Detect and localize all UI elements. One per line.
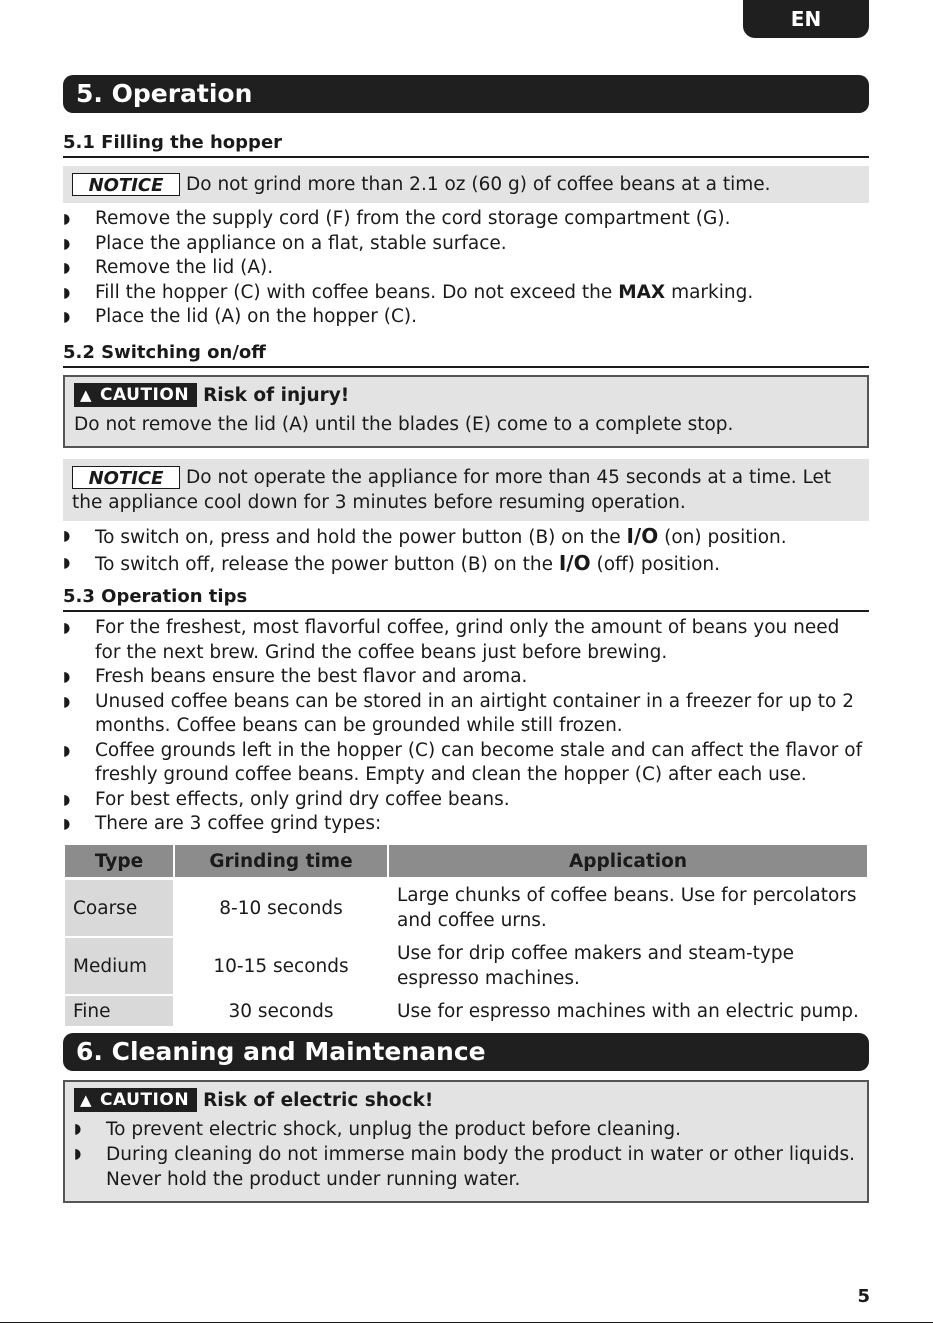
list-item: ◗ Place the appliance on a flat, stable surface.	[63, 232, 869, 257]
switching-steps-list	[63, 524, 869, 577]
caution-tag: ▲ CAUTION	[74, 383, 197, 407]
notice-tag: NOTICE	[72, 466, 180, 489]
table-row	[65, 880, 867, 938]
bullet-marker-icon: ◗	[63, 235, 71, 252]
bullet-marker-icon: ◗	[63, 309, 71, 325]
page-bottom-rule	[0, 1322, 933, 1323]
bullet-marker-icon: ◗	[63, 528, 71, 544]
caution-box-electric-shock	[63, 1080, 869, 1203]
caution-tag: ▲ CAUTION	[74, 1088, 197, 1112]
subheading-switching: 5.2 Switching on/off	[63, 342, 869, 368]
page-number: 5	[857, 1286, 870, 1307]
list-item: ◗ Remove the lid (A).	[63, 256, 869, 281]
notice-box-operation-time	[63, 459, 869, 521]
bullet-marker-icon: ◗	[63, 791, 71, 808]
caution-title: Risk of electric shock!	[203, 1090, 434, 1111]
list-item: ◗ During cleaning do not immerse main body the product in water or other liquids. Never hold the product under running water.	[74, 1144, 855, 1190]
table-cell: 10-15 seconds	[175, 938, 387, 996]
table-cell: Fine	[65, 996, 173, 1028]
bullet-marker-icon: ◗	[63, 693, 71, 710]
table-cell: Coarse	[65, 880, 173, 938]
caution-text: Do not remove the lid (A) until the blades (E) come to a complete stop.	[74, 414, 734, 435]
list-item: ◗ To switch on, press and hold the power button (B) on the I/O (on) position.	[63, 524, 787, 548]
subheading-operation-tips: 5.3 Operation tips	[63, 586, 869, 612]
caution-box-injury	[63, 375, 869, 448]
list-item: ◗ Place the lid (A) on the hopper (C).	[63, 305, 869, 330]
power-symbol-icon: I/O	[626, 524, 659, 548]
filling-steps-list	[63, 207, 869, 330]
bullet-marker-icon: ◗	[63, 260, 71, 276]
bullet-marker-icon: ◗	[63, 669, 71, 685]
grind-types-table	[63, 845, 869, 1028]
column-header: Grinding time	[175, 845, 387, 880]
table-cell: Use for drip coffee makers and steam-type espresso machines.	[389, 938, 867, 996]
subheading-filling-hopper: 5.1 Filling the hopper	[63, 132, 869, 158]
table-cell: Large chunks of coffee beans. Use for percolators and coffee urns.	[389, 880, 867, 938]
table-header-row	[65, 845, 867, 880]
bullet-marker-icon: ◗	[63, 284, 71, 301]
table-cell: Use for espresso machines with an electric pump.	[389, 996, 867, 1028]
list-item: ◗ Fresh beans ensure the best flavor and aroma.	[63, 665, 869, 690]
operation-tips-list	[63, 616, 869, 837]
list-item: ◗ For best effects, only grind dry coffee beans.	[63, 788, 869, 813]
list-item: ◗ Unused coffee beans can be stored in an airtight container in a freezer for up to 2 months. Coffee beans can be grounded while still frozen.	[63, 690, 854, 736]
bullet-marker-icon: ◗	[63, 742, 71, 759]
section-title-operation: 5. Operation	[63, 75, 869, 113]
table-cell: 30 seconds	[175, 996, 387, 1028]
notice-tag: NOTICE	[72, 173, 180, 196]
bullet-marker-icon: ◗	[63, 620, 71, 636]
list-item: ◗ Fill the hopper (C) with coffee beans. Do not exceed the MAX marking.	[63, 281, 869, 306]
list-item: ◗ Remove the supply cord (F) from the cord storage compartment (G).	[63, 207, 869, 232]
section-title-cleaning: 6. Cleaning and Maintenance	[63, 1033, 869, 1071]
list-item: ◗ For the freshest, most flavorful coffee, grind only the amount of beans you need for the next brew. Grind the coffee beans just before brewing.	[63, 617, 840, 663]
table-cell: 8-10 seconds	[175, 880, 387, 938]
bullet-marker-icon: ◗	[63, 211, 71, 227]
notice-text: Do not operate the appliance for more than 45 seconds at a time. Let the appliance cool down for 3 minutes before resuming operation.	[72, 467, 832, 513]
list-item: ◗ To switch off, release the power button (B) on the I/O (off) position.	[63, 550, 721, 575]
bullet-marker-icon: ◗	[63, 816, 71, 832]
notice-box-grind-limit	[63, 166, 869, 203]
max-marking-label: MAX	[618, 281, 666, 303]
cleaning-warnings-list	[74, 1117, 858, 1192]
table-row	[65, 938, 867, 996]
notice-text: Do not grind more than 2.1 oz (60 g) of coffee beans at a time.	[186, 174, 771, 195]
power-symbol-icon: I/O	[558, 550, 591, 575]
column-header: Application	[389, 845, 867, 880]
language-tab: EN	[743, 0, 869, 38]
warning-triangle-icon: ▲	[80, 1091, 93, 1109]
bullet-marker-icon: ◗	[63, 554, 71, 571]
bullet-marker-icon: ◗	[74, 1121, 82, 1137]
table-cell: Medium	[65, 938, 173, 996]
list-item: ◗ Coffee grounds left in the hopper (C) can become stale and can affect the flavor of freshly ground coffee beans. Empty and clean the hopper (C) after each use.	[63, 739, 863, 785]
column-header: Type	[65, 845, 173, 880]
bullet-marker-icon: ◗	[74, 1146, 82, 1162]
list-item: ◗ To prevent electric shock, unplug the product before cleaning.	[74, 1119, 681, 1140]
list-item: ◗ There are 3 coffee grind types:	[63, 812, 869, 837]
caution-title: Risk of injury!	[203, 385, 350, 406]
warning-triangle-icon: ▲	[80, 386, 93, 404]
table-row	[65, 996, 867, 1028]
